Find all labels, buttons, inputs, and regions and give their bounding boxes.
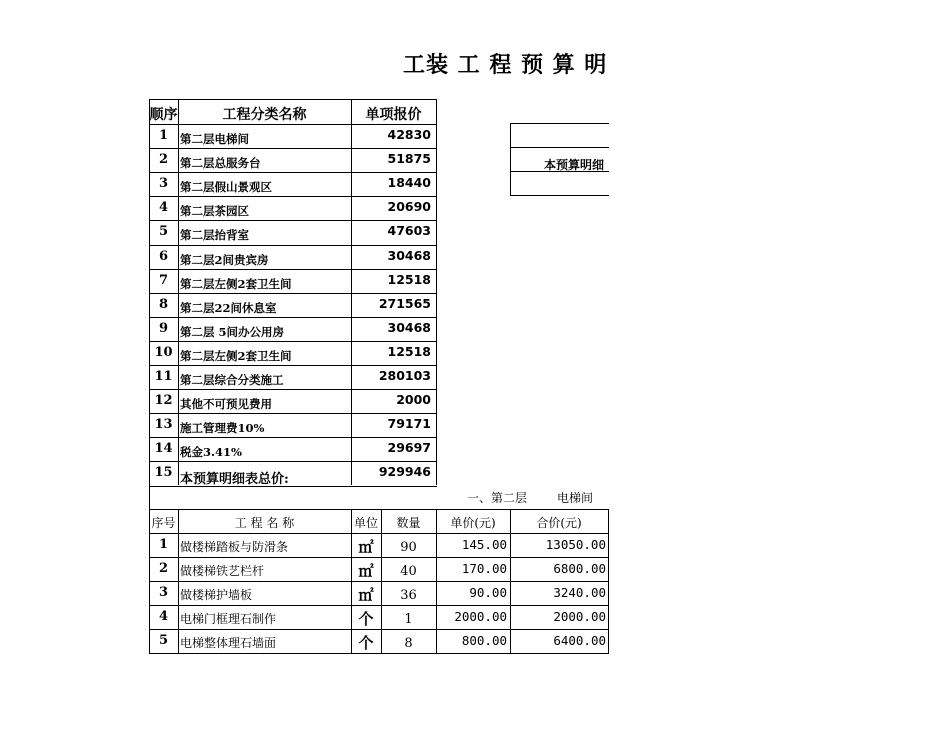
summary-row-price: 2000 — [396, 392, 431, 407]
summary-row-name: 第二层综合分类施工 — [180, 373, 284, 387]
summary-row-name: 第二层左侧2套卫生间 — [180, 349, 292, 363]
detail-row-unit-price: 170.00 — [461, 561, 507, 576]
summary-row-no: 1 — [158, 128, 169, 143]
page-title: 工装 工 程 预 算 明 — [403, 52, 608, 78]
detail-row-unit-price: 90.00 — [469, 585, 507, 600]
detail-header-total: 合价(元) — [536, 516, 582, 530]
detail-row-unit-price: 800.00 — [461, 633, 507, 648]
summary-row-name: 第二层左侧2套卫生间 — [180, 277, 292, 291]
summary-row-price: 929946 — [378, 464, 431, 479]
summary-header-name: 工程分类名称 — [222, 107, 307, 123]
summary-row-name: 施工管理费10% — [180, 421, 265, 435]
grid-line — [149, 389, 437, 390]
summary-row-price: 51875 — [387, 151, 431, 166]
summary-row-no: 9 — [158, 321, 169, 336]
grid-line — [149, 341, 437, 342]
summary-row-name: 第二层2间贵宾房 — [180, 253, 269, 267]
detail-row-unit-price: 2000.00 — [454, 609, 507, 624]
section-prefix: 一、第二层 — [467, 491, 528, 505]
detail-row-name: 做楼梯踏板与防滑条 — [180, 540, 289, 554]
grid-line — [149, 437, 437, 438]
grid-line — [149, 269, 437, 270]
grid-line — [510, 123, 511, 196]
summary-header-price: 单项报价 — [365, 107, 422, 123]
grid-line — [149, 581, 609, 582]
detail-row-unit: 个 — [358, 610, 374, 628]
grid-line — [149, 196, 437, 197]
grid-line — [436, 99, 437, 485]
detail-row-no: 2 — [158, 561, 169, 576]
detail-row-unit: 个 — [358, 634, 374, 652]
grid-line — [149, 461, 437, 462]
summary-row-no: 2 — [158, 152, 169, 167]
grid-line — [149, 148, 437, 149]
summary-row-price: 12518 — [387, 272, 431, 287]
summary-row-name: 税金3.41% — [180, 445, 242, 459]
summary-row-price: 280103 — [378, 368, 431, 383]
detail-row-total: 2000.00 — [553, 609, 606, 624]
grid-line — [510, 123, 609, 124]
summary-row-price: 271565 — [378, 296, 431, 311]
summary-row-no: 3 — [158, 176, 169, 191]
grid-line — [149, 629, 609, 630]
summary-row-no: 4 — [158, 200, 169, 215]
summary-row-price: 30468 — [387, 248, 431, 263]
grid-line — [149, 533, 609, 534]
detail-header-unit-price: 单价(元) — [450, 516, 496, 530]
summary-row-name: 第二层电梯间 — [180, 132, 249, 146]
grid-line — [149, 172, 437, 173]
grid-line — [149, 124, 437, 125]
detail-row-total: 6400.00 — [553, 633, 606, 648]
detail-header-unit: 单位 — [353, 516, 378, 530]
section-name: 电梯间 — [557, 491, 594, 505]
grid-line — [149, 293, 437, 294]
detail-row-qty: 90 — [400, 540, 417, 555]
summary-row-no: 12 — [154, 393, 173, 408]
summary-row-price: 29697 — [387, 440, 431, 455]
grid-line — [149, 220, 437, 221]
spreadsheet — [149, 99, 609, 659]
detail-row-qty: 36 — [400, 588, 417, 603]
grid-line — [149, 509, 609, 510]
summary-row-price: 12518 — [387, 344, 431, 359]
summary-row-name: 本预算明细表总价: — [180, 472, 289, 487]
summary-row-no: 15 — [154, 465, 173, 480]
detail-header-no: 序号 — [151, 516, 176, 530]
detail-row-name: 做楼梯铁艺栏杆 — [180, 564, 265, 578]
summary-row-name: 第二层 5间办公用房 — [180, 325, 285, 339]
detail-row-no: 3 — [158, 585, 169, 600]
grid-line — [510, 195, 609, 196]
summary-row-name: 第二层茶园区 — [180, 204, 249, 218]
summary-row-name: 其他不可预见费用 — [180, 397, 272, 411]
detail-row-total: 13050.00 — [545, 537, 606, 552]
detail-header-qty: 数量 — [396, 516, 421, 530]
grid-line — [149, 365, 437, 366]
summary-row-no: 8 — [158, 297, 169, 312]
grid-line — [510, 147, 609, 148]
grid-line — [149, 557, 609, 558]
detail-row-no: 4 — [158, 609, 169, 624]
detail-row-no: 5 — [158, 633, 169, 648]
summary-row-no: 7 — [158, 273, 169, 288]
summary-row-no: 10 — [154, 345, 173, 360]
grid-line — [149, 317, 437, 318]
summary-row-price: 42830 — [387, 127, 431, 142]
detail-row-total: 6800.00 — [553, 561, 606, 576]
detail-row-unit: ㎡ — [358, 586, 374, 604]
summary-row-price: 20690 — [387, 199, 431, 214]
detail-row-qty: 8 — [404, 636, 413, 651]
detail-row-no: 1 — [158, 537, 169, 552]
detail-row-name: 做楼梯护墙板 — [180, 588, 253, 602]
summary-row-name: 第二层假山景观区 — [180, 180, 272, 194]
detail-row-total: 3240.00 — [553, 585, 606, 600]
summary-row-name: 第二层抬背室 — [180, 228, 249, 242]
grid-line — [149, 653, 609, 654]
summary-row-price: 47603 — [387, 223, 431, 238]
grid-line — [149, 413, 437, 414]
grid-line — [149, 245, 437, 246]
detail-row-qty: 1 — [404, 612, 413, 627]
summary-header-no: 顺序 — [149, 107, 178, 123]
summary-row-price: 79171 — [387, 416, 431, 431]
summary-row-price: 30468 — [387, 320, 431, 335]
note-box-text: 本预算明细 — [544, 158, 605, 172]
grid-line — [149, 99, 437, 100]
grid-line — [178, 99, 179, 485]
summary-row-no: 14 — [154, 441, 173, 456]
summary-row-name: 第二层22间休息室 — [180, 301, 277, 315]
detail-row-unit: ㎡ — [358, 538, 374, 556]
detail-row-qty: 40 — [400, 564, 417, 579]
summary-row-name: 第二层总服务台 — [180, 156, 261, 170]
detail-row-name: 电梯整体理石墙面 — [180, 636, 277, 650]
detail-row-unit: ㎡ — [358, 562, 374, 580]
summary-row-no: 11 — [154, 369, 173, 384]
summary-row-no: 6 — [158, 249, 169, 264]
detail-row-name: 电梯门框理石制作 — [180, 612, 277, 626]
summary-row-no: 13 — [154, 417, 173, 432]
grid-line — [149, 605, 609, 606]
detail-row-unit-price: 145.00 — [461, 537, 507, 552]
summary-row-price: 18440 — [387, 175, 431, 190]
summary-row-no: 5 — [158, 224, 169, 239]
detail-header-name: 工 程 名 称 — [234, 516, 295, 530]
